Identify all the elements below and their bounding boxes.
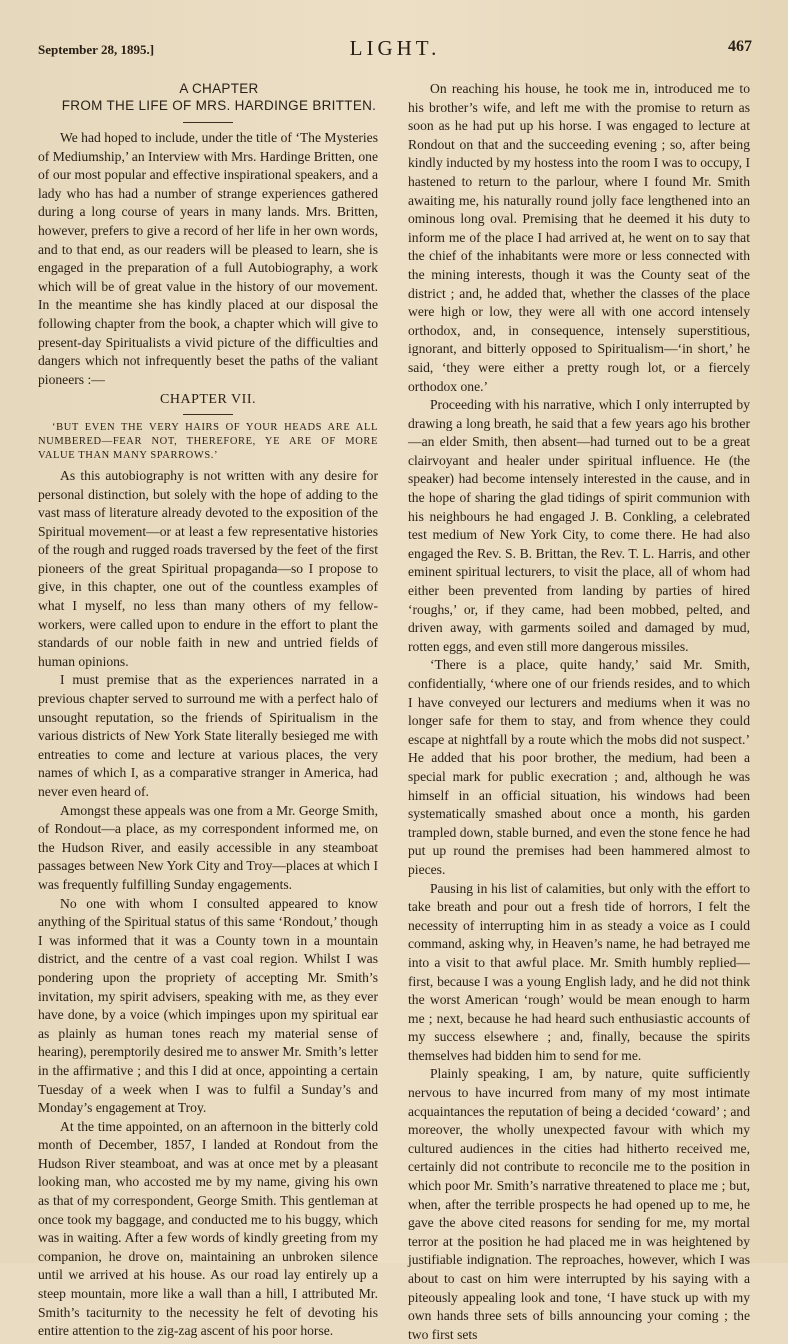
body-paragraph: Pausing in his list of calamities, but only with the effort to take breath and pour out a fresh tide of horrors, I felt the necessity of interrupting him in as steady a voice as I could command, asking why, in Heaven’s name, he had betrayed me into a visit to that awful place. Mr. Smith humbly replied—first, because I was a young English lady, and he did not think the worst American ‘rough’ would be mean enough to harm me ; next, because he had heard such enthusiastic accounts of my success elsewhere ; and, finally, because the spirits themselves had bidden him to send for me. bbox=[408, 880, 750, 1063]
body-paragraph: I must premise that as the experiences narrated in a previous chapter served to surround me with a perfect halo of unsought reputation, so the friends of Spiritualism in the various districts of New York State literally besieged me with entreaties to come and lecture at various places, the very names of which I, as a comparative stranger in America, had never even heard of. bbox=[38, 672, 378, 799]
page-number: 467 bbox=[728, 38, 752, 55]
body-paragraph: Amongst these appeals was one from a Mr. George Smith, of Rondout—a place, as my correspondent informed me, on the Hudson River, and easily accessible in any steamboat passages between New York City and Troy—places at which I was frequently fulfilling Sunday engagements. bbox=[38, 802, 378, 892]
left-column bbox=[38, 80, 378, 1341]
title-divider bbox=[183, 122, 233, 123]
body-paragraph: No one with whom I consulted appeared to know anything of the Spiritual status of this same ‘Rondout,’ though I was informed that it was a County town in a mountain district, and the centre of a vast coal region. Whilst I was pondering upon the propriety of accepting Mr. Smith’s invitation, my spirit advisers, speaking with me, as they ever have done, by a voice (which impinges upon my spiritual ear as plainly as human tones reach my material sense of hearing), peremptorily desired me to answer Mr. Smith’s letter in the affirmative ; and this I did at once, appointing a certain Tuesday of a week when I was to fulfil a Sunday’s and Monday’s engagement at Troy. bbox=[38, 895, 378, 1116]
intro-paragraph: We had hoped to include, under the title of ‘The Mysteries of Mediumship,’ an Interview with Mrs. Hardinge Britten, one of our most popular and effective inspirational speakers, and a lady who has had a number of strange experiences gathered during a long course of years in many lands. Mrs. Britten, however, prefers to give a record of her life in her own words, and to that end, as our readers will be pleased to learn, she is engaged in the preparation of a full Autobiography, a work which will be of great value in the history of our movement. In the meantime she has kindly placed at our disposal the following chapter from the book, a chapter which will give to present-day Spiritualists a vivid picture of the difficulties and dangers which not infrequently beset the paths of the valiant pioneers :— bbox=[38, 130, 378, 387]
body-paragraph: ‘There is a place, quite handy,’ said Mr. Smith, confidentially, ‘where one of our friends resides, and to which I have conveyed our lecturers and mediums when it was no longer safe for them to stay, and from whence they could escape at nightfall by a route which the mobs did not suspect.’ He added that his poor brother, the medium, had been a special mark for public execration ; and, although he was himself in an official situation, his windows had been systematically smashed about once a month, his garden trampled down, stable burned, and even the stone fence he had put up round the premises had been hammered almost to pieces. bbox=[408, 657, 750, 877]
chapter-divider bbox=[183, 414, 233, 415]
body-paragraph: At the time appointed, on an afternoon in the bitterly cold month of December, 1857, I landed at Rondout from the Hudson River steamboat, and was at once met by a pleasant looking man, who accosted me by my name, giving his own as that of my correspondent, George Smith. This gentleman at once took my baggage, and conducted me to his buggy, which was in waiting. After a few words of kindly greeting from my companion, he drove on, maintaining an unbroken silence until we arrived at his house. As our road lay entirely up a steep mountain, more like a wall than a hill, I attributed Mr. Smith’s taciturnity to the necessity he felt of devoting his entire attention to the zig-zag ascent of his poor horse. bbox=[38, 1118, 378, 1339]
issue-date: September 28, 1895.] bbox=[38, 42, 155, 57]
body-paragraph: As this autobiography is not written with any desire for personal distinction, but solely with the hope of adding to the vast mass of literature already devoted to the exposition of the Spiritual movement—or at least a few representative histories of the rough and rugged roads traversed by the feet of the first pioneers of the great Spiritual propaganda—so I propose to give, in this chapter, one out of the countless examples of what I myself, no less than many others of my fellow-workers, were called upon to endure in the effort to plant the standards of our noble faith in new and untried fields of human opinions. bbox=[38, 467, 378, 669]
body-paragraph: Plainly speaking, I am, by nature, quite sufficiently nervous to have incurred from many of my most intimate acquaintances the reputation of being a decided ‘coward’ ; and moreover, the wholly unexpected favour with which my cultured audiences in the cities had hitherto received me, certainly did not contribute to reconcile me to the position in which poor Mr. Smith’s narrative threatened to place me ; but, when, after the terrible prospects he had opened up to me, he gave the above cited reasons for sending for me, my mortal terror at the position he had placed me in was heightened by justifiable indignation. The reproaches, however, which I was about to cast on him were interrupted by his saying with a piteously appealing look and tone, ‘I have stuck up with my own hands three sets of bills announcing your coming ; the two first sets bbox=[408, 1066, 750, 1342]
body-paragraph: On reaching his house, he took me in, introduced me to his brother’s wife, and left me with the promise to return as soon as he had put up his horse. I was engaged to lecture at Rondout on that and the succeeding evening ; so, after being kindly inducted by my hostess into the room I was to occupy, I hastened to return to the parlour, where I found Mr. Smith awaiting me, his naturally round jolly face lengthened into an ominous long oval. Premising that he deemed it his duty to inform me of the place I had arrived at, he went on to say that the chief of the inhabitants were more or less connected with the mining interests, though it was the County seat of the district ; and, he added that, whether the classes of the place were high or low, they were all with one accord intensely orthodox, and, in consequence, intensely superstitious, ignorant, and bitterly opposed to Spiritualism—‘in short,’ he said, ‘they were either a pretty rough lot, or a fiercely orthodox one.’ bbox=[408, 81, 750, 394]
article-title-line-1: A CHAPTER bbox=[179, 81, 259, 96]
chapter-heading: CHAPTER VII. bbox=[160, 392, 256, 408]
page-header bbox=[38, 38, 752, 64]
masthead-title: LIGHT. bbox=[349, 36, 441, 60]
body-paragraph: Proceeding with his narrative, which I only interrupted by drawing a long breath, he said that a few years ago his brother—an elder Smith, then absent—had turned out to be a great clairvoyant and healer under spiritual influence. He (the speaker) had become intensely interested in the cause, and in the hope of sharing the glad tidings of spirit communion with his neighbours he had engaged J. B. Conkling, a celebrated test medium of New York City, to come there. He had also engaged the Rev. S. B. Brittan, the Rev. T. L. Harris, and other eminent spiritual lecturers, to visit the place, all of whom had either been prevented from landing by parties of hired ‘roughs,’ or, if they came, had been mobbed, pelted, and driven away, with garments soiled and damaged by mud, rotten eggs, and even still more dangerous missiles. bbox=[408, 397, 750, 654]
article-title-line-2: FROM THE LIFE OF MRS. HARDINGE BRITTEN. bbox=[61, 98, 377, 113]
epigraph: ‘BUT EVEN THE VERY HAIRS OF YOUR HEADS ARE ALL NUMBERED—FEAR NOT, THEREFORE, YE ARE OF MORE VALUE THAN MANY SPARROWS.’ bbox=[38, 421, 378, 461]
right-column bbox=[408, 80, 750, 1344]
